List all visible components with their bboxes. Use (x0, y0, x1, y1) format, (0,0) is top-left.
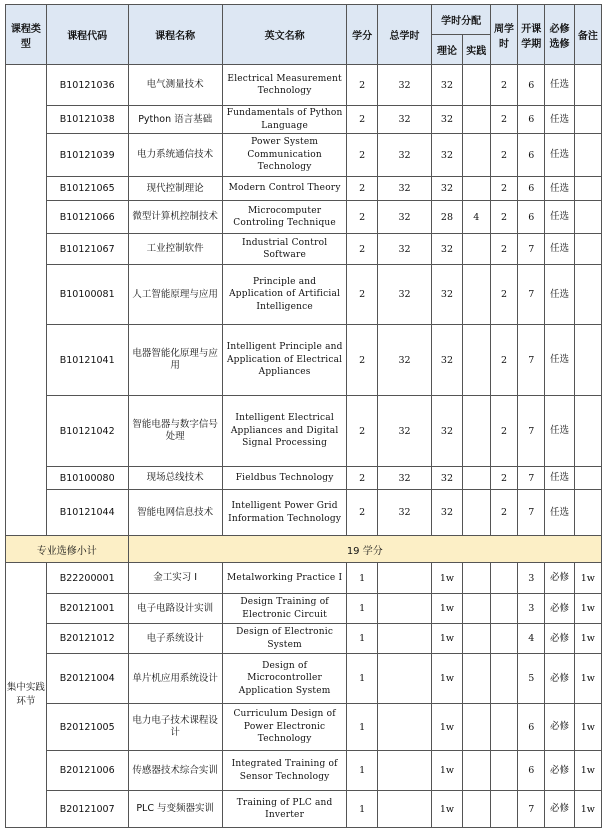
course-name-en: Intelligent Principle and Application of Electrical Appliances (222, 325, 347, 396)
remark (574, 177, 601, 201)
required-type: 任选 (545, 201, 574, 234)
semester: 6 (518, 177, 545, 201)
total-hours (377, 654, 431, 704)
course-code: B20121012 (46, 624, 128, 654)
practice-hours (462, 791, 490, 828)
course-code: B10100081 (46, 265, 128, 325)
total-hours: 32 (377, 177, 431, 201)
total-hours: 32 (377, 265, 431, 325)
total-hours (377, 594, 431, 624)
remark: 1w (574, 563, 601, 594)
course-name-en: Intelligent Power Grid Information Technology (222, 490, 347, 536)
header-hours-split: 学时分配 (432, 5, 491, 35)
header-weekly-hours: 周学时 (490, 5, 517, 65)
table-row (6, 201, 602, 234)
required-type: 任选 (545, 396, 574, 467)
course-code: B10121036 (46, 65, 128, 106)
required-type: 任选 (545, 325, 574, 396)
total-hours: 32 (377, 467, 431, 490)
header-name-en: 英文名称 (222, 5, 347, 65)
header-remark: 备注 (574, 5, 601, 65)
course-name-en: Power System Communication Technology (222, 134, 347, 177)
weekly-hours: 2 (490, 134, 517, 177)
theory-hours: 1w (432, 704, 462, 751)
course-name-cn: 电力电子技术课程设计 (128, 704, 222, 751)
practice-hours (462, 65, 490, 106)
theory-hours: 1w (432, 654, 462, 704)
credit: 2 (347, 177, 377, 201)
theory-hours: 32 (432, 177, 462, 201)
course-name-en: Fieldbus Technology (222, 467, 347, 490)
course-name-en: Curriculum Design of Power Electronic Technology (222, 704, 347, 751)
total-hours: 32 (377, 234, 431, 265)
theory-hours: 28 (432, 201, 462, 234)
semester: 7 (518, 325, 545, 396)
semester: 6 (518, 134, 545, 177)
course-name-cn: 人工智能原理与应用 (128, 265, 222, 325)
header-total-hours: 总学时 (377, 5, 431, 65)
table-row (6, 65, 602, 106)
weekly-hours: 2 (490, 177, 517, 201)
table-row (6, 490, 602, 536)
weekly-hours: 2 (490, 396, 517, 467)
practice-hours: 4 (462, 201, 490, 234)
total-hours: 32 (377, 325, 431, 396)
course-name-cn: 工业控制软件 (128, 234, 222, 265)
weekly-hours (490, 654, 517, 704)
course-code: B10121065 (46, 177, 128, 201)
header-category: 课程类型 (6, 5, 47, 65)
credit: 1 (347, 563, 377, 594)
practice-hours (462, 134, 490, 177)
total-hours: 32 (377, 201, 431, 234)
course-name-en: Design of Electronic System (222, 624, 347, 654)
table-row (6, 751, 602, 791)
subtotal-label: 专业选修小计 (6, 536, 129, 563)
course-code: B20121007 (46, 791, 128, 828)
weekly-hours: 2 (490, 201, 517, 234)
remark (574, 234, 601, 265)
practice-hours (462, 624, 490, 654)
practice-hours (462, 265, 490, 325)
weekly-hours: 2 (490, 265, 517, 325)
semester: 6 (518, 751, 545, 791)
table-row (6, 594, 602, 624)
practice-hours (462, 106, 490, 134)
course-code: B20121005 (46, 704, 128, 751)
course-name-en: Metalworking Practice I (222, 563, 347, 594)
course-name-en: Electrical Measurement Technology (222, 65, 347, 106)
course-name-cn: Python 语言基础 (128, 106, 222, 134)
required-type: 任选 (545, 265, 574, 325)
weekly-hours (490, 751, 517, 791)
course-code: B10121041 (46, 325, 128, 396)
total-hours: 32 (377, 396, 431, 467)
table-row (6, 396, 602, 467)
credit: 2 (347, 396, 377, 467)
course-name-en: Integrated Training of Sensor Technology (222, 751, 347, 791)
required-type: 任选 (545, 134, 574, 177)
remark (574, 134, 601, 177)
required-type: 必修 (545, 704, 574, 751)
course-name-cn: 电气测量技术 (128, 65, 222, 106)
course-name-cn: 单片机应用系统设计 (128, 654, 222, 704)
category-cell: 集中实践环节 (6, 563, 47, 828)
required-type: 必修 (545, 624, 574, 654)
remark: 1w (574, 751, 601, 791)
total-hours: 32 (377, 65, 431, 106)
weekly-hours: 2 (490, 65, 517, 106)
course-code: B10121039 (46, 134, 128, 177)
course-name-cn: 传感器技术综合实训 (128, 751, 222, 791)
credit: 2 (347, 490, 377, 536)
semester: 6 (518, 704, 545, 751)
practice-hours (462, 177, 490, 201)
theory-hours: 32 (432, 134, 462, 177)
course-name-cn: 微型计算机控制技术 (128, 201, 222, 234)
total-hours (377, 563, 431, 594)
required-type: 任选 (545, 177, 574, 201)
table-row (6, 624, 602, 654)
table-row (6, 134, 602, 177)
course-name-en: Principle and Application of Artificial Intelligence (222, 265, 347, 325)
course-code: B10121042 (46, 396, 128, 467)
credit: 2 (347, 106, 377, 134)
course-name-cn: 电力系统通信技术 (128, 134, 222, 177)
credit: 2 (347, 65, 377, 106)
table-row (6, 563, 602, 594)
course-code: B10100080 (46, 467, 128, 490)
weekly-hours (490, 594, 517, 624)
theory-hours: 1w (432, 624, 462, 654)
required-type: 任选 (545, 65, 574, 106)
theory-hours: 1w (432, 791, 462, 828)
practice-hours (462, 594, 490, 624)
header-semester: 开课学期 (518, 5, 545, 65)
header-required: 必修选修 (545, 5, 574, 65)
course-name-cn: 现场总线技术 (128, 467, 222, 490)
course-name-en: Design of Microcontroller Application System (222, 654, 347, 704)
semester: 6 (518, 106, 545, 134)
total-hours: 32 (377, 106, 431, 134)
course-name-en: Fundamentals of Python Language (222, 106, 347, 134)
course-name-en: Industrial Control Software (222, 234, 347, 265)
credit: 1 (347, 751, 377, 791)
table-row (6, 106, 602, 134)
required-type: 任选 (545, 490, 574, 536)
total-hours (377, 624, 431, 654)
theory-hours: 32 (432, 234, 462, 265)
course-name-en: Microcomputer Controling Technique (222, 201, 347, 234)
remark: 1w (574, 704, 601, 751)
theory-hours: 1w (432, 563, 462, 594)
semester: 7 (518, 396, 545, 467)
course-name-en: Training of PLC and Inverter (222, 791, 347, 828)
theory-hours: 32 (432, 396, 462, 467)
semester: 6 (518, 65, 545, 106)
table-row (6, 654, 602, 704)
remark: 1w (574, 624, 601, 654)
weekly-hours (490, 624, 517, 654)
practice-hours (462, 325, 490, 396)
practice-hours (462, 234, 490, 265)
remark (574, 106, 601, 134)
practice-hours (462, 654, 490, 704)
weekly-hours (490, 704, 517, 751)
total-hours: 32 (377, 490, 431, 536)
semester: 7 (518, 791, 545, 828)
semester: 7 (518, 265, 545, 325)
semester: 4 (518, 624, 545, 654)
header-row (6, 5, 602, 35)
required-type: 必修 (545, 594, 574, 624)
weekly-hours (490, 791, 517, 828)
semester: 7 (518, 234, 545, 265)
course-name-cn: 现代控制理论 (128, 177, 222, 201)
required-type: 必修 (545, 563, 574, 594)
credit: 2 (347, 234, 377, 265)
course-name-cn: 电子电路设计实训 (128, 594, 222, 624)
table-row (6, 704, 602, 751)
required-type: 任选 (545, 106, 574, 134)
practice-hours (462, 467, 490, 490)
theory-hours: 1w (432, 751, 462, 791)
remark (574, 490, 601, 536)
practice-hours (462, 563, 490, 594)
header-practice: 实践 (462, 35, 490, 65)
credit: 2 (347, 134, 377, 177)
semester: 7 (518, 490, 545, 536)
semester: 5 (518, 654, 545, 704)
remark: 1w (574, 654, 601, 704)
credit: 2 (347, 325, 377, 396)
weekly-hours: 2 (490, 106, 517, 134)
semester: 3 (518, 563, 545, 594)
table-row (6, 234, 602, 265)
required-type: 任选 (545, 234, 574, 265)
theory-hours: 32 (432, 265, 462, 325)
required-type: 必修 (545, 654, 574, 704)
course-code: B22200001 (46, 563, 128, 594)
curriculum-table-wrapper (5, 4, 602, 828)
course-code: B20121004 (46, 654, 128, 704)
required-type: 任选 (545, 467, 574, 490)
practice-hours (462, 704, 490, 751)
remark (574, 201, 601, 234)
course-code: B10121038 (46, 106, 128, 134)
weekly-hours: 2 (490, 325, 517, 396)
course-code: B20121006 (46, 751, 128, 791)
required-type: 必修 (545, 791, 574, 828)
practice-hours (462, 490, 490, 536)
credit: 1 (347, 704, 377, 751)
credit: 1 (347, 594, 377, 624)
theory-hours: 32 (432, 490, 462, 536)
credit: 1 (347, 654, 377, 704)
required-type: 必修 (545, 751, 574, 791)
theory-hours: 32 (432, 106, 462, 134)
remark (574, 396, 601, 467)
course-name-cn: 智能电网信息技术 (128, 490, 222, 536)
credit: 2 (347, 201, 377, 234)
theory-hours: 1w (432, 594, 462, 624)
semester: 3 (518, 594, 545, 624)
theory-hours: 32 (432, 325, 462, 396)
total-hours: 32 (377, 134, 431, 177)
remark: 1w (574, 791, 601, 828)
remark (574, 265, 601, 325)
table-row (6, 467, 602, 490)
table-row (6, 325, 602, 396)
course-code: B10121066 (46, 201, 128, 234)
header-credit: 学分 (347, 5, 377, 65)
header-theory: 理论 (432, 35, 462, 65)
course-code: B10121044 (46, 490, 128, 536)
weekly-hours (490, 563, 517, 594)
total-hours (377, 791, 431, 828)
remark (574, 467, 601, 490)
table-row (6, 791, 602, 828)
credit: 1 (347, 791, 377, 828)
course-code: B10121067 (46, 234, 128, 265)
curriculum-table (5, 4, 602, 828)
course-name-cn: PLC 与变频器实训 (128, 791, 222, 828)
header-code: 课程代码 (46, 5, 128, 65)
remark (574, 325, 601, 396)
course-code: B20121001 (46, 594, 128, 624)
table-row (6, 177, 602, 201)
remark (574, 65, 601, 106)
theory-hours: 32 (432, 467, 462, 490)
course-name-cn: 电子系统设计 (128, 624, 222, 654)
subtotal-value: 19 学分 (128, 536, 601, 563)
course-name-en: Modern Control Theory (222, 177, 347, 201)
weekly-hours: 2 (490, 467, 517, 490)
subtotal-row (6, 536, 602, 563)
credit: 2 (347, 265, 377, 325)
practice-hours (462, 751, 490, 791)
total-hours (377, 751, 431, 791)
semester: 7 (518, 467, 545, 490)
table-row (6, 265, 602, 325)
weekly-hours: 2 (490, 490, 517, 536)
remark: 1w (574, 594, 601, 624)
course-name-en: Design Training of Electronic Circuit (222, 594, 347, 624)
credit: 2 (347, 467, 377, 490)
practice-hours (462, 396, 490, 467)
header-name-cn: 课程名称 (128, 5, 222, 65)
theory-hours: 32 (432, 65, 462, 106)
course-name-en: Intelligent Electrical Appliances and Digital Signal Processing (222, 396, 347, 467)
credit: 1 (347, 624, 377, 654)
course-name-cn: 智能电器与数字信号处理 (128, 396, 222, 467)
total-hours (377, 704, 431, 751)
semester: 6 (518, 201, 545, 234)
course-name-cn: 电器智能化原理与应用 (128, 325, 222, 396)
course-name-cn: 金工实习 I (128, 563, 222, 594)
category-cell (6, 65, 47, 536)
weekly-hours: 2 (490, 234, 517, 265)
